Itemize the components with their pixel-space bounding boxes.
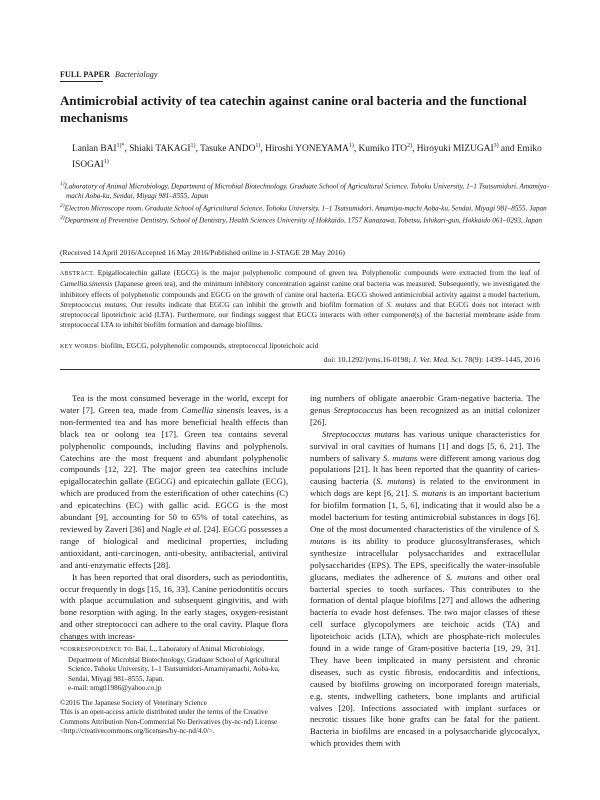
italic-text: S. mutans: [382, 452, 418, 463]
body-paragraph: [310, 429, 540, 750]
paper-title: Antimicrobial activity of tea catechin against canine oral bacteria and the functional mechanisms: [60, 93, 527, 125]
affiliation-text: Electron Microscope room, Graduate School of Agricultural Science, Tohoku University, 1–1 Tsutsumidori, Amamiya-machi Aoba-ku, Sendai, Miyagi 981–8555, Japan: [64, 204, 547, 213]
text-run: It has been reported that oral disorders, such as periodontitis, occur frequently in dogs [15, 16, 33]. Canine periodontitis occurs with plaque accumulation and subsequent gingivitis, and with bone resorption with aging. In the early stages, oxygen-resistant and other streptococci can adhere to the oral cavity. Plaque flora changes with increas-: [60, 571, 288, 642]
paper-header: [60, 70, 158, 79]
body-paragraph: [310, 393, 540, 429]
text-run: is its ability to produce glucosyltransferases, which synthesize intracellular polysaccharides and extracellular polysaccharides (EPS). The EPS, specifically the water-insoluble glucans, mediates the adherence of: [310, 535, 540, 582]
author-affiliation-mark: 1): [103, 159, 109, 166]
text-run: ing numbers of obligate anaerobic Gram-negative bacteria. The genus: [310, 393, 540, 415]
volume-pages: 78(9): 1439–1445, 2016: [462, 355, 540, 364]
keywords: [60, 341, 540, 350]
author-name: Shiaki TAKAGI: [129, 144, 191, 155]
affiliation-mark: 2): [60, 202, 65, 209]
text-run: and that EGCG does not interact with streptococcal lipoteichoic acid (LTA). Furthermore, our findings suggest that EGCG interacts with other component(s) of the bacterial membrane aside from streptococcal LTA to inhibit biofilm formation and damage biofilms.: [60, 299, 540, 330]
italic-text: et al: [184, 523, 200, 534]
text-run: and other oral bacterial species to tooth surfaces. This contributes to the formation of dental plaque biofilms [27] and allows the adhering bacteria to evade host defenses. The two major classes of these cell surface glycopolymers are teichoic acids (TA) and lipoteichoic acids (LTA), which are phosphate-rich molecules found in a wide range of Gram-positive bacteria [19, 29, 31]. They have been implicated in many persistent and chronic diseases, such as cystic fibrosis, endocarditis and infections, caused by biofilms growing on incorporated foreign materials, e.g. stents, indwelling catheters, bone implants and artificial valves [20]. Infections associated with implant surfaces or necrotic tissues like bone grafts can be fatal for the patient. Bacteria in biofilms are encased in a polysaccharide glycocalyx, which provides them with: [310, 571, 540, 749]
italic-text: Streptococcus mutans: [322, 428, 400, 439]
keywords-label: KEY WORDS:: [60, 344, 100, 350]
footnote: [60, 645, 288, 737]
header-rule: [60, 81, 103, 82]
body-column-left: [60, 393, 288, 643]
received-dates: (Received 14 April 2016/Accepted 16 May 2016/Published online in J-STAGE 28 May 2016): [60, 248, 345, 257]
author-name: Kumiko ITO: [358, 144, 408, 155]
italic-text: Camellia sinensis: [181, 404, 245, 415]
author-affiliation-mark: 2): [407, 143, 413, 149]
text-run: has various unique characteristics for survival in oral cavities of humans [1] and dogs [5, 6, 21]. The numbers of salivary: [310, 428, 540, 463]
italic-text: Camellia.sinensis: [60, 279, 113, 289]
text-run: is an important bacterium for biofilm formation [1, 5, 6], indicating that it would also be a model bacterium for testing antimicrobial substances in dogs [6]. One of the most documented characteristics of the virulence of: [310, 488, 540, 534]
text-run: were different among various dog populations [21]. It has been reported that the quantity of caries-causing bacteria (: [310, 452, 540, 487]
author-name: Tasuke ANDO: [200, 144, 256, 155]
correspondence-text: Bai, L., Laboratory of Animal Microbiology, Department of Microbial Biotechnology, Graduate School of Agricultural Science, Tohoku University, 1–1 Tsutsumidori-Amamiyamachi, Aoba-ku, Sendai, Miyagi 981–8555, Japan.: [68, 645, 280, 683]
author-name: Emiko ISOGAI: [72, 144, 542, 171]
italic-text: S. mutans: [386, 299, 417, 309]
author-affiliation-mark: 3): [493, 143, 499, 149]
correspondence-label: *CORRESPONDENCE TO:: [60, 647, 134, 653]
body-paragraph: [60, 572, 288, 643]
text-run: Tea is the most consumed beverage in the world, except for water [7]. Green tea, made from: [60, 393, 288, 415]
footnote-rule: [60, 640, 288, 641]
affiliation-text: Department of Preventive Dentistry, School of Dentistry, Health Sciences University of Hokkaido, 1757 Kanazawa, Tobetsu, Ishikari-gun, Hokkaido 061–0293, Japan: [64, 216, 543, 225]
paper-category: Bacteriology: [114, 70, 158, 79]
text-run: . [24]. EGCG possesses a range of biological and medicinal properties, including antioxidant, anti-carcinogen, anti-obesity, antibacterial, antiviral and anti-enzymatic effects [28].: [60, 523, 288, 570]
author-name: Lanlan BAI: [72, 144, 117, 155]
abstract-body: [60, 268, 540, 329]
italic-text: S. mutans: [445, 571, 483, 582]
author-affiliation-mark: 1): [190, 143, 196, 149]
text-run: has been recognized as an initial colonizer [26].: [310, 404, 540, 427]
affiliation-mark: 3): [60, 215, 65, 222]
paper-type-label: FULL PAPER: [60, 70, 110, 79]
text-run: (Japanese green tea), and the minimum inhibitory concentration against canine oral bacteria was measured. Subsequently, we investigated the inhibitory effects of polyphenolic compounds and EGCG on the growth of canine oral bacteria. EGCG showed antimicrobial activity against a model bacterium,: [60, 279, 540, 299]
body-paragraph: [60, 393, 288, 572]
italic-text: S. mutans: [310, 523, 540, 546]
keywords-text: biofilm, EGCG, polyphenolic compounds, streptococcal lipoteichoic acid: [99, 341, 319, 350]
citation-line: [324, 355, 540, 364]
author-name: Hiroshi YONEYAMA: [265, 144, 349, 155]
journal-name: J. Vet. Med. Sci.: [412, 355, 463, 364]
affiliation-list: [60, 180, 550, 227]
italic-text: S. mutans: [412, 488, 447, 499]
text-run: leaves, is a non-fermented tea and has more beneficial health effects than black tea or oolong tea [17]. Green tea contains several polyphenolic compounds, including flavins and polyphenols. Catechins are the most frequent and abundant polyphenolic compounds [12, 22]. The major green tea catechins include epigallocatechin gallate (EGCG) and epicatechin gallate (ECG), which are produced from the esterification of other catechins (C) and epicatechins (EC) with gallic acid. EGCG is the most abundant [9], accounting for 50 to 65% of total catechins, as reviewed by Zaveri [36] and Nagle: [60, 404, 288, 534]
abstract-label: ABSTRACT.: [60, 271, 95, 277]
abstract: [60, 268, 540, 331]
text-run: Epigallocatechin gallate (EGCG) is the major polyphenolic compound of green tea. Polyphenolic compounds were extracted from the leaf of: [94, 268, 540, 277]
text-run: . Our results indicate that EGCG can inhibit the growth and biofilm formation of: [125, 299, 387, 309]
body-column-right: [310, 393, 540, 750]
affiliation: [60, 180, 550, 202]
italic-text: Streptococcus mutans: [60, 299, 126, 309]
author-affiliation-mark: 1): [348, 143, 354, 149]
italic-text: S. mutans: [376, 476, 413, 487]
affiliation: [60, 202, 550, 214]
abstract-top-rule: [60, 262, 540, 263]
author-list: Lanlan $BAI^{1)*}$, Shiaki TAKAGI$^{1)}$, Tasuke ANDO$^{1)}$, Hiroshi YONEYAMA$^{1)}$, Kumiko ITO$^{2)}$, Hiroyuki MIZUGAI$^{3)}$ and Emiko ISOGAI$^{1)}$: [72, 143, 542, 171]
italic-text: Streptococcus: [333, 404, 383, 415]
affiliation-mark: 1): [60, 181, 65, 187]
author-affiliation-mark: 1): [255, 143, 261, 149]
author-name: Hiroyuki MIZUGAI: [416, 144, 494, 155]
text-run: ) is related to the environment in which dogs are kept [6, 21].: [310, 476, 541, 499]
author-affiliation-mark: 1)*: [116, 143, 125, 149]
abstract-bottom-rule: [60, 369, 540, 370]
license-notice: This is an open-access article distributed under the terms of the Creative Commons Attribution Non-Commercial No Derivatives (by-nc-nd) License <http://creativecommons.org/licenses/by-nc-nd/4.0/>.: [60, 708, 278, 735]
affiliation-text: Laboratory of Animal Microbiology, Department of Microbial Biotechnology, Graduate School of Agricultural Science, Tohoku University, 1–1 Tsutsumidori, Amamiya-machi Aoba-ku, Sendai, Miyagi 981–8555, Japan: [64, 182, 550, 200]
copyright-notice: ©2016 The Japanese Society of Veterinary Science: [60, 698, 207, 707]
affiliation: [60, 214, 550, 226]
correspondence-email: e-mail: nmgtl1986@yahoo.co.jp: [68, 684, 162, 692]
doi-text: doi: 10.1292/jvms.16-0198;: [323, 355, 413, 364]
correspondence-note: [60, 645, 288, 684]
